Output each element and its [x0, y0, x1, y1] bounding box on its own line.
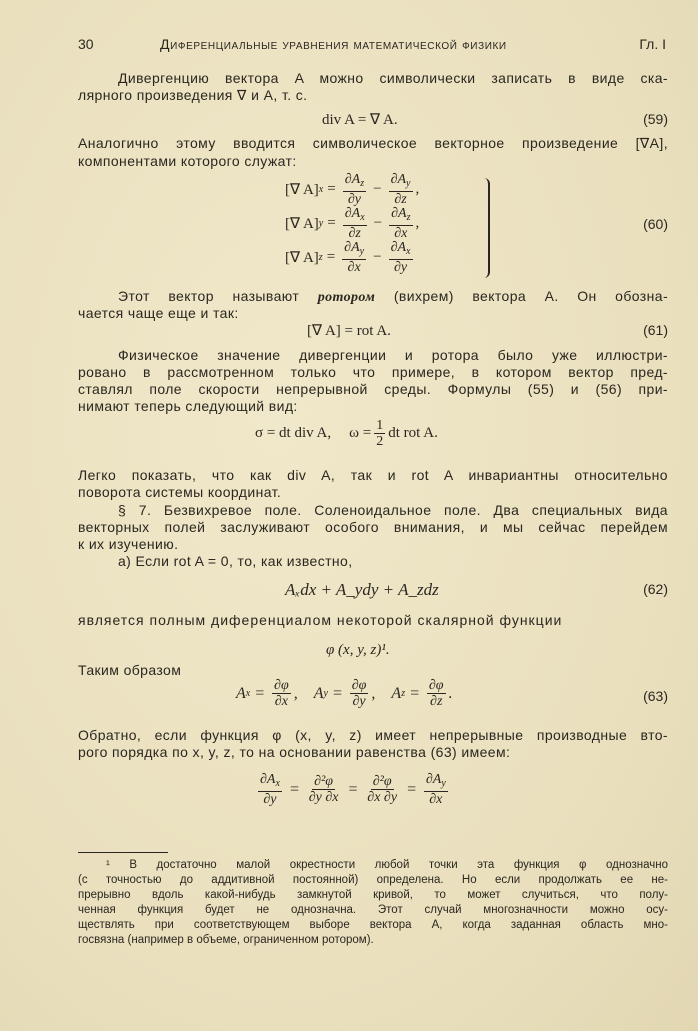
lhs: [∇ A] — [285, 216, 319, 232]
fraction — [424, 772, 448, 807]
brace — [480, 178, 490, 278]
text-line: нимают теперь следующий вид: — [78, 398, 298, 414]
omega-lhs: ω = — [349, 425, 372, 441]
lhs: [∇ A] — [285, 250, 319, 266]
equation-59: div A = ∇ A. — [322, 112, 398, 128]
sub: x — [275, 778, 280, 789]
sub: x — [318, 184, 324, 195]
fraction — [343, 206, 367, 241]
text-line — [78, 288, 668, 306]
sigma-expr: σ = dt div A, — [255, 425, 332, 441]
equation-row: [∇ A] y = $\frac{\partial A_x}{\partial z}$ − $\frac{\partial A_z}{\partial x}$ , — [285, 206, 420, 241]
sub: y — [406, 178, 411, 189]
text-line: Аналогично этому вводится символическое векторное произведение [∇A], — [78, 135, 668, 151]
den: ∂y ∂x — [308, 790, 339, 805]
footnote-line: прерывно вдоль какой-нибудь замкнутой кривой, то может случиться, что полу- — [78, 889, 668, 901]
text-line: ровано в рассмотренном только что примере, в котором вектор пред- — [78, 364, 668, 380]
phi-function: φ (x, y, z)¹. — [326, 642, 390, 658]
text-line: Таким образом — [78, 662, 182, 678]
den: ∂y — [393, 260, 408, 275]
text-line: Дивергенцию вектора A можно символически записать в виде ска- — [118, 70, 668, 86]
den: ∂z — [348, 226, 361, 241]
num: ∂A — [344, 172, 361, 187]
fraction — [272, 678, 291, 709]
text-line: рого порядка по x, y, z, то на основании равенства (63) имеем: — [78, 744, 511, 760]
num: ∂A — [390, 240, 407, 255]
punct: , — [415, 215, 420, 231]
footnote-divider — [78, 852, 168, 853]
num: 1 — [376, 418, 384, 433]
num: ∂A — [344, 240, 360, 255]
footnote-line: ченная функция будет не однозначна. Этот случай многозначности можно осу- — [78, 904, 668, 916]
footnote-line: ществлять при соответствующем выборе вектора A, когда заданная область мно- — [78, 919, 668, 931]
sub: y — [359, 246, 365, 257]
fraction — [343, 172, 366, 207]
num: ∂²φ — [314, 774, 334, 789]
equation-row: [∇ A] x = $\frac{\partial A_z}{\partial y}$ − $\frac{\partial A_y}{\partial z}$ , — [285, 172, 420, 207]
den: ∂z — [394, 192, 407, 207]
equation-61: [∇ A] = rot A. — [307, 323, 391, 339]
num: ∂A — [425, 772, 442, 787]
text-line: лярного произведения ∇ и A, т. с. — [78, 87, 308, 103]
punct: , — [293, 684, 298, 702]
fraction — [389, 240, 413, 275]
sub: z — [318, 252, 323, 263]
den: ∂x ∂y — [367, 790, 398, 805]
equation-63: A x = $\frac{\partial\varphi}{\partial x}$ , A y = $\frac{\partial\varphi}{\partial y}$ , A z = $\frac{\partial\varphi}{\partial z}$ . — [236, 678, 453, 709]
den: ∂y — [263, 792, 277, 807]
num: ∂A — [391, 206, 407, 221]
equation-sigma-omega — [255, 418, 438, 449]
den: ∂y — [352, 694, 366, 709]
fraction — [365, 774, 399, 805]
emphasis: ротором — [317, 290, 376, 305]
fraction — [389, 172, 413, 207]
sub: x — [245, 688, 251, 699]
text-line: поворота системы координат. — [78, 484, 282, 500]
equation-number: (59) — [643, 111, 668, 127]
text-line: компонентами которого служат: — [78, 153, 297, 169]
punct: . — [448, 684, 453, 702]
fraction — [350, 678, 369, 709]
text-line: ставлял поле скорости непрерывной среды. Формулы (55) и (56) при- — [78, 381, 668, 397]
equation-number: (62) — [643, 581, 668, 597]
text-line: к их изучению. — [78, 536, 179, 552]
den: ∂y — [347, 192, 361, 207]
text-line: Легко показать, что как div A, так и rot A инвариантны относительно — [78, 467, 668, 483]
den: ∂z — [430, 694, 443, 709]
sub: y — [441, 778, 446, 789]
text: Этот вектор называют — [118, 288, 300, 304]
num: ∂φ — [428, 678, 444, 693]
equation-number: (61) — [643, 322, 668, 338]
text-line: а) Если rot A = 0, то, как известно, — [118, 553, 353, 569]
num: ∂φ — [274, 678, 289, 693]
text-line: векторных полей заслуживают особого внимания, и мы сейчас перейдем — [78, 519, 668, 535]
sub: x — [360, 212, 365, 223]
equation-number: (60) — [643, 216, 668, 232]
fraction — [342, 240, 366, 275]
num: ∂φ — [351, 678, 367, 693]
page-number: 30 — [78, 36, 94, 52]
num: ∂A — [390, 172, 407, 187]
text-line: Физическое значение дивергенции и ротора было уже иллюстри- — [118, 347, 668, 363]
lhs: A — [313, 684, 324, 702]
den: ∂x — [394, 226, 408, 241]
fraction — [307, 774, 341, 805]
footnote-line: (с точностью до аддитивной постоянной) определена. Но если продолжать ее не- — [78, 874, 668, 886]
fraction — [258, 772, 282, 807]
sub: z — [360, 178, 365, 189]
punct: , — [415, 181, 420, 197]
equation-number: (63) — [643, 688, 668, 704]
lhs: A — [391, 684, 402, 702]
equation-mixed-derivatives: $\frac{\partial A_x}{\partial y}$ = $\frac{\text{∂²φ}}{\partial y \partial x}$ = $\frac{\text{∂²φ}}{\partial x \partial y}$ = $\frac{\partial A_y}{\partial x}$ — [260, 772, 446, 807]
sub: y — [323, 688, 328, 699]
section-heading-line: § 7. Безвихревое поле. Соленоидальное поле. Два специальных вида — [118, 502, 668, 518]
den: ∂x — [347, 260, 361, 275]
text-line: является полным диференциалом некоторой скалярной функции — [78, 612, 563, 628]
text: (вихрем) вектора A. Он обозна- — [393, 288, 669, 304]
den: 2 — [376, 434, 384, 449]
running-title: Диференциальные уравнения математической физики — [160, 36, 507, 52]
num: ∂²φ — [372, 774, 392, 789]
footnote-line: госвязна (например в объеме, ограниченном ротором). — [78, 934, 374, 946]
den: ∂x — [429, 792, 443, 807]
equation-62: Aₓdx + A_ydy + A_zdz — [285, 580, 439, 599]
omega-rhs: dt rot A. — [388, 425, 438, 441]
num: ∂A — [344, 206, 361, 221]
text-line: Обратно, если функция φ (x, y, z) имеет непрерывные производные вто- — [78, 727, 668, 743]
sub: z — [401, 688, 406, 699]
chapter-label: Гл. I — [639, 36, 666, 52]
equation-row: [∇ A] z = $\frac{\partial A_y}{\partial x}$ − $\frac{\partial A_x}{\partial y}$ — [285, 240, 411, 275]
fraction — [427, 678, 446, 709]
num: ∂A — [260, 772, 276, 787]
text-line: чается чаще еще и так: — [78, 305, 239, 321]
sub: y — [318, 218, 324, 229]
fraction — [374, 418, 385, 449]
punct: , — [371, 684, 376, 702]
fraction — [389, 206, 412, 241]
lhs: A — [236, 684, 246, 702]
footnote-line: ¹ В достаточно малой окрестности любой точки эта функция φ однозначно — [106, 859, 668, 871]
sub: z — [406, 212, 411, 223]
lhs: [∇ A] — [285, 182, 319, 198]
den: ∂x — [274, 694, 288, 709]
sub: x — [406, 246, 411, 257]
